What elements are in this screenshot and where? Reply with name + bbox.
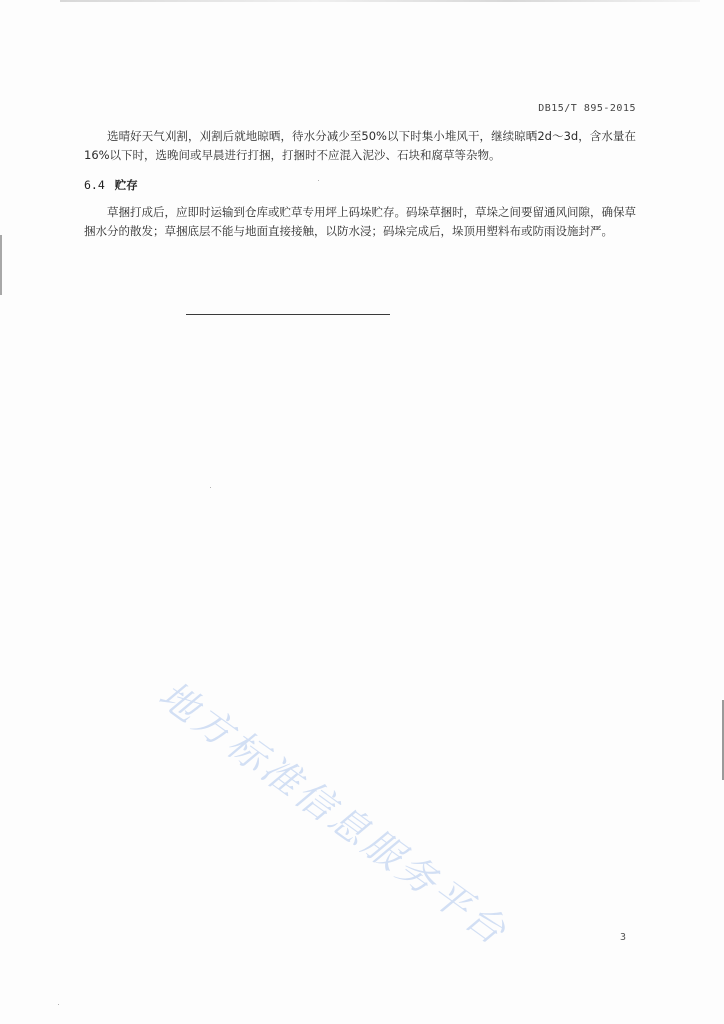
scan-speck [210, 487, 211, 488]
page-number: 3 [620, 932, 627, 943]
end-of-text-rule [186, 314, 390, 315]
paragraph-drying-text: 选晴好天气刈割，刈割后就地晾晒，待水分减少至50%以下时集小堆风干，继续晾晒2d～3d，含水量在16%以下时，选晚间或早晨进行打捆，打捆时不应混入泥沙、石块和腐草等杂物。 [84, 129, 636, 162]
section-title: 贮存 [114, 178, 138, 192]
document-code: DB15/T 895-2015 [538, 103, 636, 114]
scan-speck [58, 1004, 59, 1005]
scan-edge-top [60, 0, 700, 2]
watermark: 地方标准信息服务平台 [150, 672, 517, 955]
paragraph-storage [84, 203, 636, 241]
paragraph-storage-text: 草捆打成后，应即时运输到仓库或贮草专用坪上码垛贮存。码垛草捆时，草垛之间要留通风间隙，确保草捆水分的散发；草捆底层不能与地面直接接触，以防水浸；码垛完成后，垛顶用塑料布或防雨设施封严。 [84, 205, 636, 238]
section-number: 6.4 [84, 178, 105, 192]
scan-speck [318, 180, 319, 181]
scan-edge-left [0, 235, 2, 295]
paragraph-drying [84, 127, 636, 165]
section-heading [84, 177, 138, 193]
